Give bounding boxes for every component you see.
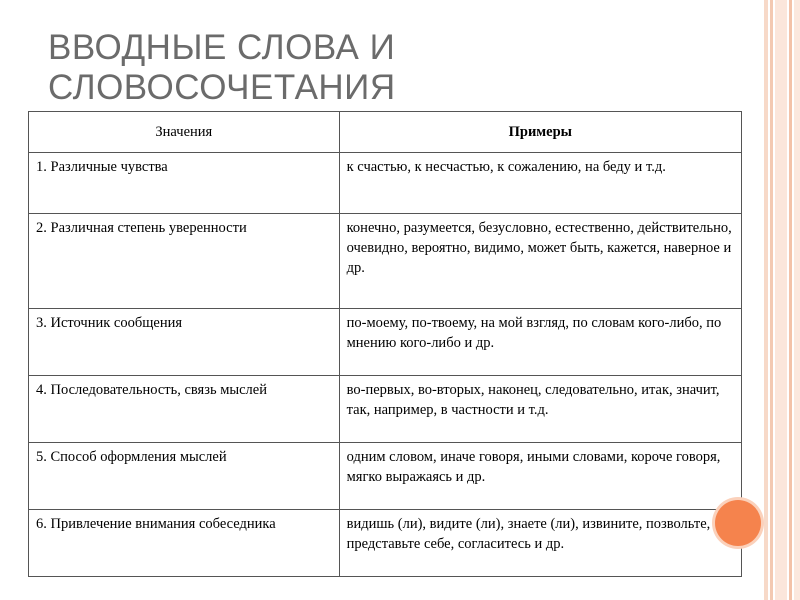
title-line-1: ВВОДНЫЕ СЛОВА И [48,28,396,67]
decor-stripe [794,0,800,600]
decor-stripe [775,0,787,600]
table-row [29,309,742,376]
header-meanings: Значения [29,112,340,153]
meaning-cell: 6. Привлечение внимания собеседника [29,510,340,577]
table-header-row [29,112,742,153]
examples-cell: конечно, разумеется, безусловно, естественно, действительно, очевидно, вероятно, видимо, может быть, кажется, наверное и др. [339,214,741,309]
title-line-2: СЛОВОСОЧЕТАНИЯ [48,68,396,107]
table-row [29,510,742,577]
examples-cell: по-моему, по-твоему, на мой взгляд, по словам кого-либо, по мнению кого-либо и др. [339,309,741,376]
table-row [29,214,742,309]
slide-title [48,28,648,108]
meaning-cell: 1. Различные чувства [29,153,340,214]
examples-cell: одним словом, иначе говоря, иными словами, короче говоря, мягко выражаясь и др. [339,443,741,510]
header-examples: Примеры [339,112,741,153]
examples-cell: к счастью, к несчастью, к сожалению, на беду и т.д. [339,153,741,214]
decor-stripe [770,0,773,600]
table-row [29,443,742,510]
meaning-cell: 3. Источник сообщения [29,309,340,376]
decor-stripe [764,0,768,600]
meaning-cell: 2. Различная степень уверенности [29,214,340,309]
meaning-cell: 5. Способ оформления мыслей [29,443,340,510]
decor-circle-icon [715,500,761,546]
examples-cell: видишь (ли), видите (ли), знаете (ли), извините, позвольте, представьте себе, согласитесь и др. [339,510,741,577]
decor-stripe [789,0,792,600]
intro-words-table [28,111,742,577]
examples-cell: во-первых, во-вторых, наконец, следовательно, итак, значит, так, например, в частности и т.д. [339,376,741,443]
table-row [29,376,742,443]
table-row [29,153,742,214]
meaning-cell: 4. Последовательность, связь мыслей [29,376,340,443]
